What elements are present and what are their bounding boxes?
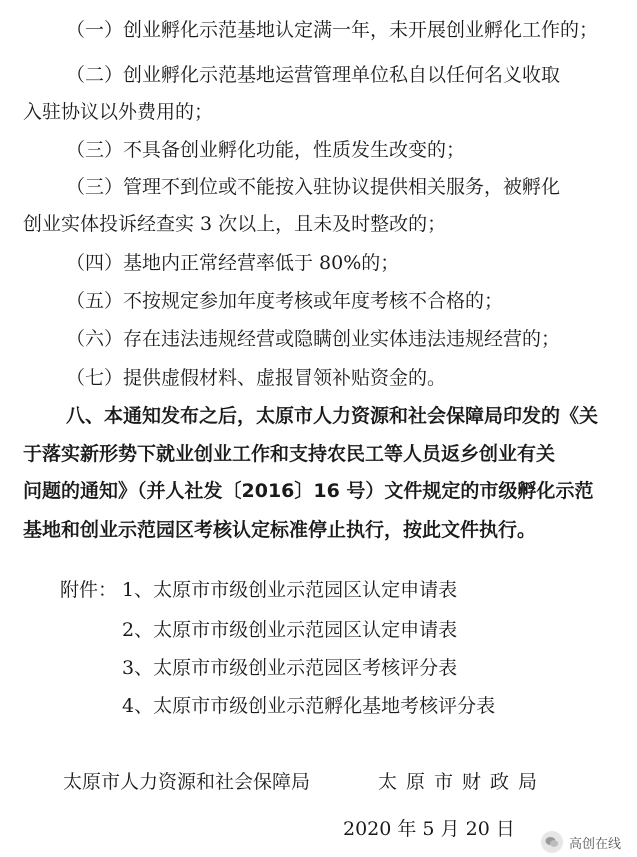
section-8-line-3: 问题的通知》（并人社发〔2016〕16 号）文件规定的市级孵化示范 [23,480,594,502]
section-8-line-4: 基地和创业示范园区考核认定标准停止执行，按此文件执行。 [23,519,537,541]
clause-7: （七）提供虚假材料、虚报冒领补贴资金的。 [66,367,447,389]
clause-2-line-2: 入驻协议以外费用的； [23,101,214,123]
clause-3a: （三）不具备创业孵化功能，性质发生改变的； [66,139,466,161]
watermark-text: 高创在线 [568,836,621,852]
section-8-line-2: 于落实新形势下就业创业工作和支持农民工等人员返乡创业有关 [23,443,556,465]
watermark [541,831,621,853]
wechat-icon [541,831,563,853]
section-8-line-1: 八、本通知发布之后，太原市人力资源和社会保障局印发的《关 [66,405,599,427]
attachment-item-1: 1、太原市市级创业示范园区认定申请表 [122,579,458,601]
clause-4: （四）基地内正常经营率低于 80%的； [66,252,400,274]
signature-org-finance: 太原市财政局 [378,771,547,793]
clause-5: （五）不按规定参加年度考核或年度考核不合格的； [66,290,504,312]
attachment-item-4: 4、太原市市级创业示范孵化基地考核评分表 [122,695,496,717]
clause-6: （六）存在违法违规经营或隐瞒创业实体违法违规经营的； [66,328,561,350]
signature-org-hr: 太原市人力资源和社会保障局 [63,771,311,793]
attachment-item-3: 3、太原市市级创业示范园区考核评分表 [122,657,458,679]
attachments-label: 附件： [60,579,118,601]
clause-3b-line-2: 创业实体投诉经查实 3 次以上，且未及时整改的； [23,213,447,235]
clause-3b-line-1: （三）管理不到位或不能按入驻协议提供相关服务，被孵化 [66,176,561,198]
attachment-item-2: 2、太原市市级创业示范园区认定申请表 [122,619,458,641]
clause-2-line-1: （二）创业孵化示范基地运营管理单位私自以任何名义收取 [66,64,561,86]
clause-1: （一）创业孵化示范基地认定满一年，未开展创业孵化工作的； [66,19,599,41]
signature-date: 2020 年 5 月 20 日 [343,818,515,840]
